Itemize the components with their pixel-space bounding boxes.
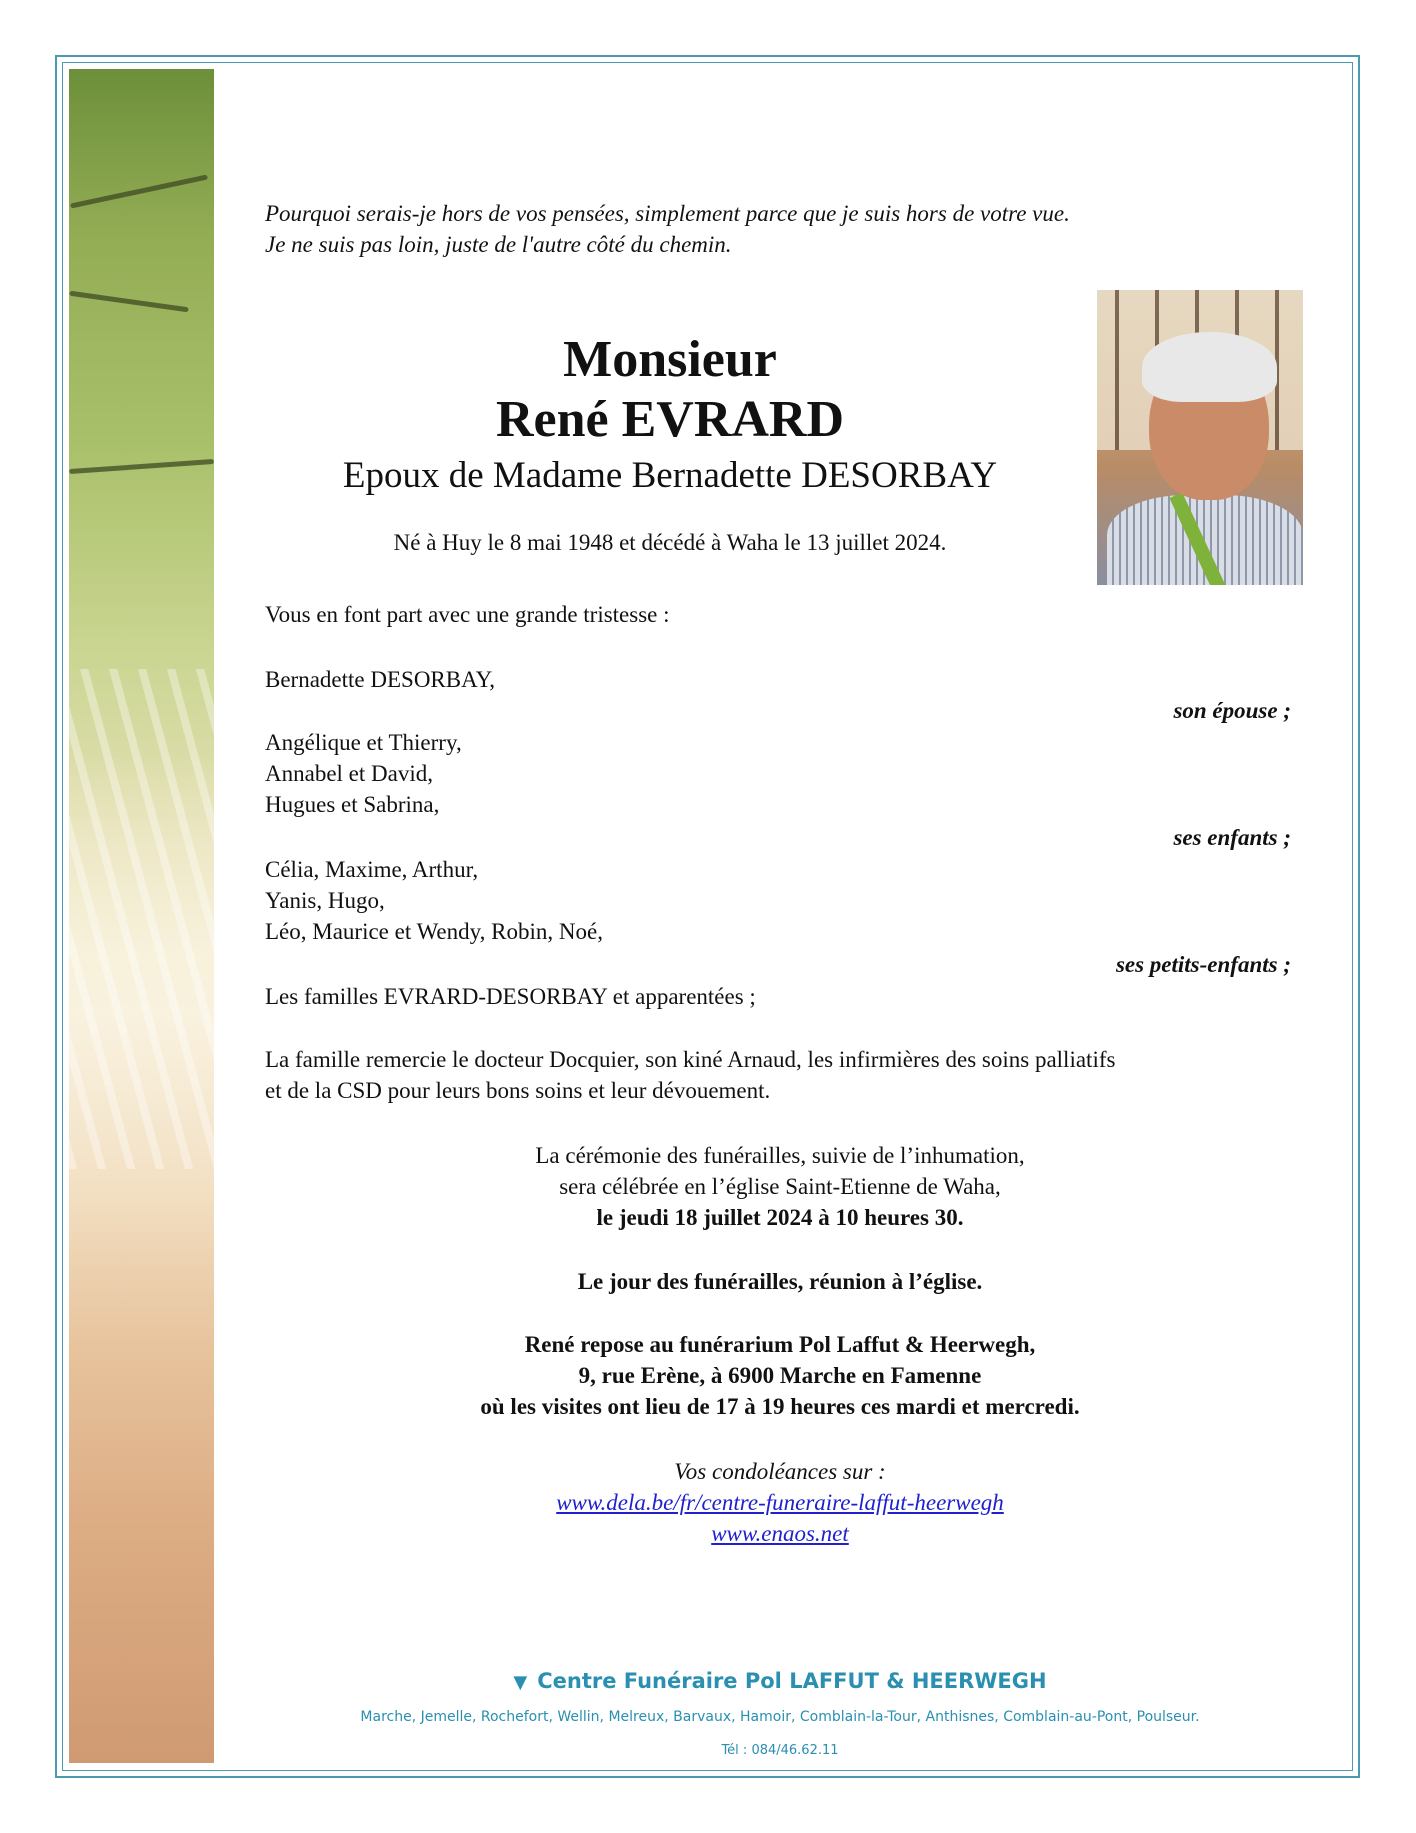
family-name-line: Bernadette DESORBAY, [265,667,495,692]
tree-branch [69,291,189,313]
children-role: ses enfants ; [1173,825,1291,850]
honorific-title: Monsieur [563,331,777,388]
family-name-line: Annabel et David, [265,761,433,786]
funerarium-line: René repose au funérarium Pol Laffut & Heerwegh, [524,1332,1036,1357]
forest-path-side-image [69,69,214,1763]
tree-branch [69,459,214,474]
condolences-link-enaos[interactable]: www.enaos.net [711,1521,849,1546]
funeral-home-locations: Marche, Jemelle, Rochefort, Wellin, Melreux, Barvaux, Hamoir, Comblain-la-Tour, Anthisnes, Comblain-au-Pont, Poulseur. [360,1709,1200,1725]
condolences-link-dela[interactable]: www.dela.be/fr/centre-funeraire-laffut-heerwegh [556,1490,1004,1515]
deceased-name: René EVRARD [495,391,845,448]
ceremony-line: La cérémonie des funérailles, suivie de l’inhumation, [535,1143,1025,1168]
quote-line: Je ne suis pas loin, juste de l'autre côté du chemin. [265,232,732,257]
family-name-line: Yanis, Hugo, [265,888,385,913]
funeral-home-title [265,1667,1295,1697]
funeral-home-name: Centre Funéraire Pol LAFFUT & HEERWEGH [537,1669,1047,1693]
announcement-header [265,330,1075,558]
spouse-role: son épouse ; [1173,698,1291,723]
family-name-line: Hugues et Sabrina, [265,792,440,817]
family-name-line: Léo, Maurice et Wendy, Robin, Noé, [265,919,603,944]
thanks-line: et de la CSD pour leurs bons soins et leur dévouement. [265,1078,771,1103]
thanks-line: La famille remercie le docteur Docquier, son kiné Arnaud, les infirmières des soins palliatifs [265,1047,1116,1072]
ceremony-details [265,1140,1295,1233]
deceased-portrait-photo [1097,290,1303,585]
family-name-line: Célia, Maxime, Arthur, [265,857,479,882]
family-name-line: Angélique et Thierry, [265,730,462,755]
birth-death-dates: Né à Huy le 8 mai 1948 et décédé à Waha le 13 juillet 2024. [393,530,947,555]
spouse-names [265,664,1295,695]
tree-branch [70,175,208,209]
sun-rays [69,669,214,1169]
funeral-home-phone: Tél : 084/46.62.11 [721,1743,839,1758]
extended-families: Les familles EVRARD-DESORBAY et apparentées ; [265,984,756,1009]
funerarium-line: où les visites ont lieu de 17 à 19 heures ces mardi et mercredi. [480,1394,1080,1419]
grandchildren-names [265,854,1295,947]
condolences-block [265,1456,1295,1549]
meeting-note: Le jour des funérailles, réunion à l’église. [577,1269,983,1294]
funerarium-line: 9, rue Erène, à 6900 Marche en Famenne [578,1363,982,1388]
funerarium-details [265,1329,1295,1422]
thanks-paragraph [265,1044,1295,1106]
ceremony-datetime: le jeudi 18 juillet 2024 à 10 heures 30. [596,1205,964,1230]
ceremony-line: sera célébrée en l’église Saint-Etienne de Waha, [559,1174,1001,1199]
condolences-label: Vos condoléances sur : [674,1459,886,1484]
grandchildren-role: ses petits-enfants ; [1115,952,1291,977]
spouse-line: Epoux de Madame Bernadette DESORBAY [342,455,998,496]
quote-line: Pourquoi serais-je hors de vos pensées, simplement parce que je suis hors de votre vue. [265,201,1070,226]
children-names [265,727,1295,820]
opening-quote [265,198,1315,260]
intro-text: Vous en font part avec une grande tristesse : [265,602,670,627]
photo-hair [1142,332,1277,402]
triangle-down-icon: ▼ [513,1672,528,1693]
